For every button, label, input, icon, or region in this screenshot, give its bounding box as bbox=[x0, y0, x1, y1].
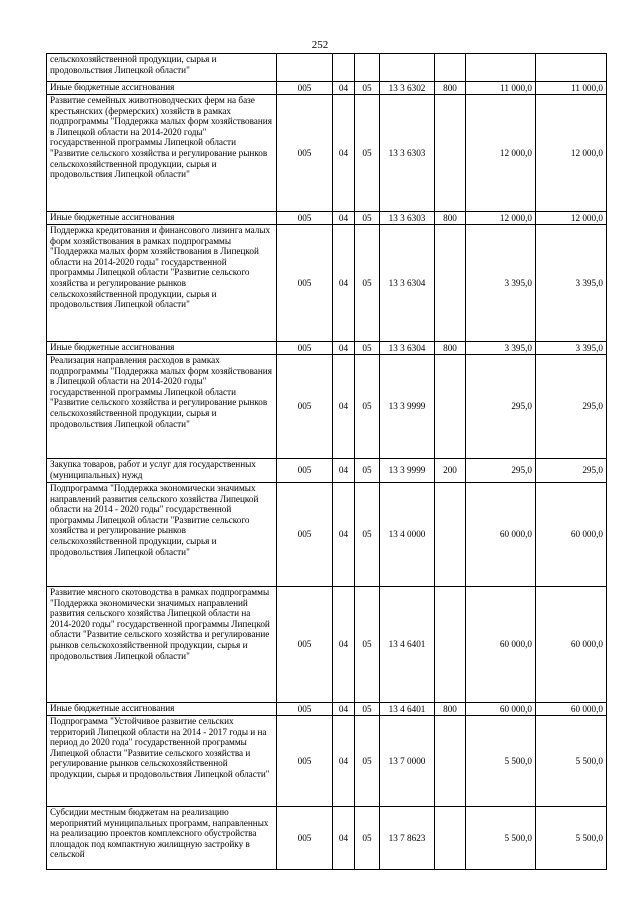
cell-section: 04 bbox=[333, 807, 355, 870]
cell-ministry-code: 005 bbox=[277, 716, 333, 807]
cell-amount-2: 60 000,0 bbox=[536, 587, 607, 703]
cell-description: Развитие семейных животноводческих ферм на базе крестьянских (фермерских) хозяйств в рамках подпрограммы "Поддержка малых форм хозяйствования в Липецкой области на 2014-2020 годы" государственной программы Липецкой области "Развитие сельского хозяйства и регулирование рынков сельскохозяйственной продукции, сырья и продовольствия Липецкой области" bbox=[47, 95, 277, 212]
cell-target-article: 13 4 0000 bbox=[380, 483, 435, 587]
cell-expense-type: 800 bbox=[435, 82, 466, 95]
cell-subsection: 05 bbox=[355, 212, 380, 225]
cell-target-article: 13 4 6401 bbox=[380, 703, 435, 716]
cell-expense-type: 800 bbox=[435, 342, 466, 355]
cell-description: Субсидии местным бюджетам на реализацию мероприятий муниципальных программ, направленных на реализацию проектов комплексного обустройства площадок под компактную жилищную застройку в сельской bbox=[47, 807, 277, 870]
cell-target-article: 13 7 8623 bbox=[380, 807, 435, 870]
cell-amount-2: 11 000,0 bbox=[536, 82, 607, 95]
table-row bbox=[47, 212, 607, 225]
cell-amount-2: 5 500,0 bbox=[536, 807, 607, 870]
cell-ministry-code: 005 bbox=[277, 355, 333, 459]
cell-amount-1: 295,0 bbox=[466, 355, 536, 459]
cell-target-article: 13 4 6401 bbox=[380, 587, 435, 703]
cell-section: 04 bbox=[333, 82, 355, 95]
table-row bbox=[47, 54, 607, 82]
cell-description: Развитие мясного скотоводства в рамках подпрограммы "Поддержка экономически значимых направлений развития сельского хозяйства Липецкой области на 2014-2020 годы" государственной программы Липецкой области "Развитие сельского хозяйства и регулирование рынков сельскохозяйственной продукции, сырья и продовольствия Липецкой области" bbox=[47, 587, 277, 703]
table-row bbox=[47, 587, 607, 703]
table-row bbox=[47, 483, 607, 587]
cell-amount-1: 5 500,0 bbox=[466, 807, 536, 870]
cell-amount-2: 3 395,0 bbox=[536, 342, 607, 355]
cell-amount-1: 295,0 bbox=[466, 459, 536, 483]
cell-section: 04 bbox=[333, 587, 355, 703]
cell-amount-2: 12 000,0 bbox=[536, 212, 607, 225]
cell-subsection: 05 bbox=[355, 355, 380, 459]
cell-ministry-code: 005 bbox=[277, 342, 333, 355]
cell-subsection: 05 bbox=[355, 225, 380, 342]
cell-amount-2 bbox=[536, 54, 607, 82]
cell-expense-type bbox=[435, 716, 466, 807]
cell-section: 04 bbox=[333, 483, 355, 587]
cell-expense-type bbox=[435, 587, 466, 703]
cell-amount-2: 3 395,0 bbox=[536, 225, 607, 342]
cell-target-article: 13 3 9999 bbox=[380, 355, 435, 459]
cell-amount-2: 60 000,0 bbox=[536, 703, 607, 716]
cell-subsection: 05 bbox=[355, 587, 380, 703]
cell-amount-1: 60 000,0 bbox=[466, 483, 536, 587]
cell-amount-1 bbox=[466, 54, 536, 82]
table-row bbox=[47, 82, 607, 95]
cell-ministry-code: 005 bbox=[277, 212, 333, 225]
table-row bbox=[47, 807, 607, 870]
cell-ministry-code: 005 bbox=[277, 459, 333, 483]
cell-subsection: 05 bbox=[355, 483, 380, 587]
cell-amount-1: 60 000,0 bbox=[466, 703, 536, 716]
cell-amount-1: 5 500,0 bbox=[466, 716, 536, 807]
cell-subsection: 05 bbox=[355, 342, 380, 355]
cell-subsection: 05 bbox=[355, 95, 380, 212]
page-number: 252 bbox=[311, 39, 329, 51]
cell-amount-1: 11 000,0 bbox=[466, 82, 536, 95]
cell-target-article bbox=[380, 54, 435, 82]
cell-target-article: 13 3 6304 bbox=[380, 342, 435, 355]
cell-subsection: 05 bbox=[355, 716, 380, 807]
cell-ministry-code: 005 bbox=[277, 225, 333, 342]
cell-section: 04 bbox=[333, 459, 355, 483]
cell-expense-type bbox=[435, 355, 466, 459]
cell-target-article: 13 3 6302 bbox=[380, 82, 435, 95]
table-row bbox=[47, 225, 607, 342]
cell-target-article: 13 3 6304 bbox=[380, 225, 435, 342]
cell-expense-type bbox=[435, 54, 466, 82]
cell-description: Иные бюджетные ассигнования bbox=[47, 82, 277, 95]
cell-description: Иные бюджетные ассигнования bbox=[47, 703, 277, 716]
cell-target-article: 13 3 6303 bbox=[380, 95, 435, 212]
table-row bbox=[47, 703, 607, 716]
budget-table-body bbox=[47, 54, 607, 870]
cell-subsection: 05 bbox=[355, 82, 380, 95]
cell-section: 04 bbox=[333, 95, 355, 212]
cell-section: 04 bbox=[333, 703, 355, 716]
cell-description: Подпрограмма "Поддержка экономически значимых направлений развития сельского хозяйства Липецкой области на 2014 - 2020 годы" государственной программы Липецкой области "Развитие сельского хозяйства и регулирование рынков сельскохозяйственной продукции, сырья и продовольствия Липецкой области" bbox=[47, 483, 277, 587]
cell-expense-type bbox=[435, 95, 466, 212]
cell-section bbox=[333, 54, 355, 82]
cell-section: 04 bbox=[333, 716, 355, 807]
table-row bbox=[47, 716, 607, 807]
cell-amount-1: 12 000,0 bbox=[466, 212, 536, 225]
cell-description: Реализация направления расходов в рамках подпрограммы "Поддержка малых форм хозяйствования в Липецкой области на 2014-2020 годы" государственной программы Липецкой области "Развитие сельского хозяйства и регулирование рынков сельскохозяйственной продукции, сырья и продовольствия Липецкой области" bbox=[47, 355, 277, 459]
cell-amount-1: 12 000,0 bbox=[466, 95, 536, 212]
cell-target-article: 13 7 0000 bbox=[380, 716, 435, 807]
cell-expense-type bbox=[435, 225, 466, 342]
cell-expense-type bbox=[435, 807, 466, 870]
cell-expense-type: 800 bbox=[435, 212, 466, 225]
cell-ministry-code: 005 bbox=[277, 807, 333, 870]
cell-subsection: 05 bbox=[355, 703, 380, 716]
cell-description: Подпрограмма "Устойчивое развитие сельских территорий Липецкой области на 2014 - 2017 годы и на период до 2020 года" государственной программы Липецкой области "Развитие сельского хозяйства и регулирование рынков сельскохозяйственной продукции, сырья и продовольствия Липецкой области" bbox=[47, 716, 277, 807]
cell-target-article: 13 3 6303 bbox=[380, 212, 435, 225]
cell-section: 04 bbox=[333, 342, 355, 355]
table-row bbox=[47, 459, 607, 483]
cell-target-article: 13 3 9999 bbox=[380, 459, 435, 483]
cell-ministry-code bbox=[277, 54, 333, 82]
cell-amount-1: 3 395,0 bbox=[466, 342, 536, 355]
cell-subsection: 05 bbox=[355, 807, 380, 870]
cell-amount-1: 3 395,0 bbox=[466, 225, 536, 342]
cell-ministry-code: 005 bbox=[277, 587, 333, 703]
cell-description: Закупка товаров, работ и услуг для государственных (муниципальных) нужд bbox=[47, 459, 277, 483]
table-row bbox=[47, 342, 607, 355]
cell-amount-2: 60 000,0 bbox=[536, 483, 607, 587]
cell-ministry-code: 005 bbox=[277, 483, 333, 587]
cell-description: Поддержка кредитования и финансового лизинга малых форм хозяйствования в рамках подпрограммы "Поддержка малых форм хозяйствования в Липецкой области на 2014-2020 годы" государственной программы Липецкой области "Развитие сельского хозяйства и регулирование рынков сельскохозяйственной продукции, сырья и продовольствия Липецкой области" bbox=[47, 225, 277, 342]
budget-table bbox=[46, 53, 607, 870]
cell-expense-type: 200 bbox=[435, 459, 466, 483]
cell-ministry-code: 005 bbox=[277, 95, 333, 212]
cell-amount-2: 295,0 bbox=[536, 459, 607, 483]
cell-amount-2: 5 500,0 bbox=[536, 716, 607, 807]
table-row bbox=[47, 95, 607, 212]
cell-amount-1: 60 000,0 bbox=[466, 587, 536, 703]
cell-section: 04 bbox=[333, 212, 355, 225]
cell-description: Иные бюджетные ассигнования bbox=[47, 342, 277, 355]
cell-ministry-code: 005 bbox=[277, 703, 333, 716]
cell-expense-type: 800 bbox=[435, 703, 466, 716]
cell-subsection bbox=[355, 54, 380, 82]
cell-ministry-code: 005 bbox=[277, 82, 333, 95]
cell-amount-2: 12 000,0 bbox=[536, 95, 607, 212]
cell-description: сельскохозяйственной продукции, сырья и продовольствия Липецкой области" bbox=[47, 54, 277, 82]
cell-amount-2: 295,0 bbox=[536, 355, 607, 459]
cell-subsection: 05 bbox=[355, 459, 380, 483]
cell-description: Иные бюджетные ассигнования bbox=[47, 212, 277, 225]
cell-expense-type bbox=[435, 483, 466, 587]
cell-section: 04 bbox=[333, 225, 355, 342]
cell-section: 04 bbox=[333, 355, 355, 459]
table-row bbox=[47, 355, 607, 459]
